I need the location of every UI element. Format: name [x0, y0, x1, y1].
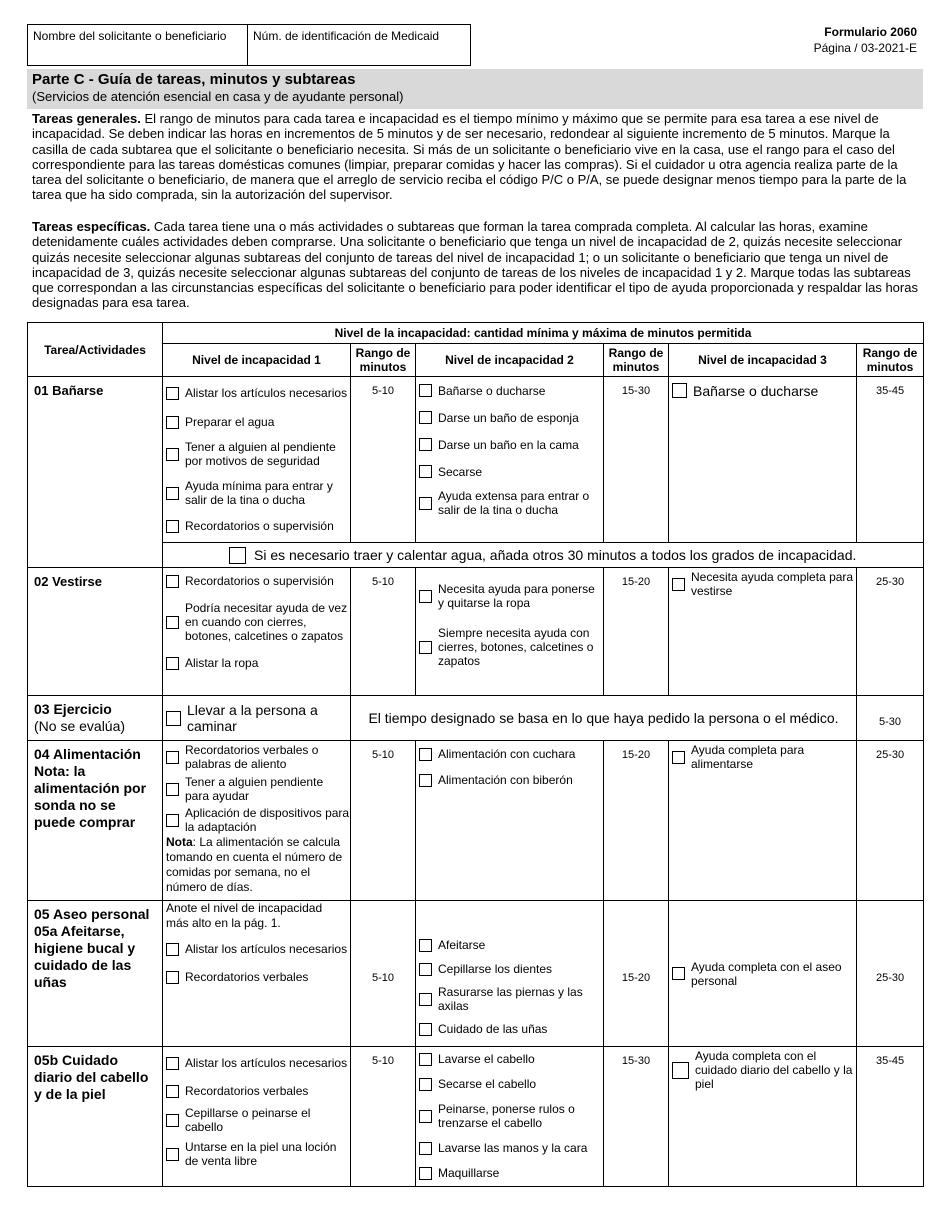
list-item: Lavarse el cabello: [419, 1047, 603, 1071]
dress-range2: 15-20: [604, 568, 669, 696]
checkbox[interactable]: [419, 993, 432, 1006]
range2-header: Rango de minutos: [604, 344, 669, 377]
hair-range1: 5-10: [351, 1047, 416, 1187]
groom-level3: [669, 901, 857, 1047]
checkbox[interactable]: [672, 383, 687, 398]
task-hair-skin: 05b Cuidado diario del cabello y de la piel: [28, 1047, 163, 1187]
bath-level1: [163, 377, 351, 543]
checkbox[interactable]: [166, 387, 179, 400]
part-subtitle: (Servicios de atención esencial en casa y de ayudante personal): [32, 89, 404, 104]
feeding-level2: [416, 741, 604, 901]
checkbox[interactable]: [419, 641, 432, 654]
groom-range1: 5-10: [351, 901, 416, 1047]
checkbox[interactable]: [166, 1057, 179, 1070]
list-item: Tener a alguien pendiente para ayudar: [166, 773, 350, 805]
hair-level3: [669, 1047, 857, 1187]
groom-range2: 15-20: [604, 901, 669, 1047]
list-item: Rasurarse las piernas y las axilas: [419, 981, 603, 1017]
applicant-name-label: Nombre del solicitante o beneficiario: [33, 29, 227, 43]
list-item: Ayuda mínima para entrar y salir de la tina o ducha: [166, 473, 350, 513]
list-item: Alistar la ropa: [166, 650, 350, 676]
hair-level2: [416, 1047, 604, 1187]
checkbox[interactable]: [419, 748, 432, 761]
list-item: Untarse en la piel una loción de venta libre: [166, 1137, 350, 1171]
hair-range3: 35-45: [857, 1047, 924, 1187]
groom-range3: 25-30: [857, 901, 924, 1047]
checkbox[interactable]: [419, 465, 432, 478]
checkbox[interactable]: [166, 751, 179, 764]
dress-level1: [163, 568, 351, 696]
groom-intro: Anote el nivel de incapacidad más alto en la pág. 1.: [166, 901, 323, 930]
list-item: Alistar los artículos necesarios: [166, 377, 350, 409]
list-item: Maquillarse: [419, 1161, 603, 1185]
task-exercise: 03 Ejercicio (No se evalúa): [28, 696, 163, 741]
range3-header: Rango de minutos: [857, 344, 924, 377]
level1-header: Nivel de incapacidad 1: [163, 344, 351, 377]
part-header: [27, 69, 923, 109]
exercise-range: 5-30: [857, 696, 924, 741]
list-item: Podría necesitar ayuda de vez en cuando con cierres, botones, calcetines o zapatos: [166, 594, 350, 650]
checkbox[interactable]: [672, 1062, 689, 1079]
list-item: Alistar los artículos necesarios: [166, 933, 350, 965]
list-item: Lavarse las manos y la cara: [419, 1135, 603, 1161]
checkbox[interactable]: [166, 657, 179, 670]
dress-level3: [669, 568, 857, 696]
task-dressing: 02 Vestirse: [28, 568, 163, 696]
groom-level2: [416, 901, 604, 1047]
level3-header: Nivel de incapacidad 3: [669, 344, 857, 377]
list-item: Cepillarse los dientes: [419, 957, 603, 981]
list-item: Secarse el cabello: [419, 1071, 603, 1097]
list-item: Recordatorios verbales: [166, 1079, 350, 1103]
checkbox[interactable]: [419, 939, 432, 952]
exercise-subtitle: (No se evalúa): [34, 718, 126, 734]
checkbox[interactable]: [419, 497, 432, 510]
specific-tasks-label: Tareas específicas.: [32, 219, 151, 234]
feeding-range3: 25-30: [857, 741, 924, 901]
checkbox[interactable]: [166, 783, 179, 796]
checkbox[interactable]: [419, 774, 432, 787]
list-item: Darse un baño de esponja: [419, 404, 603, 431]
page-label: Página / 03-2021-E: [813, 41, 917, 55]
dress-range1: 5-10: [351, 568, 416, 696]
checkbox[interactable]: [166, 1085, 179, 1098]
level2-header: Nivel de incapacidad 2: [416, 344, 604, 377]
list-item: Preparar el agua: [166, 409, 350, 435]
checkbox[interactable]: [166, 575, 179, 588]
dress-level2: [416, 568, 604, 696]
bath-range1: 5-10: [351, 377, 416, 543]
list-item: Ayuda extensa para entrar o salir de la tina o ducha: [419, 485, 603, 521]
checkbox[interactable]: [166, 1114, 179, 1127]
part-title: Parte C - Guía de tareas, minutos y subtareas: [32, 71, 356, 88]
checkbox[interactable]: [419, 1053, 432, 1066]
form-id: [814, 24, 917, 56]
exercise-level1: [163, 696, 351, 741]
list-item: Cepillarse o peinarse el cabello: [166, 1103, 350, 1137]
list-item: Aplicación de dispositivos para la adaptación: [166, 805, 350, 835]
checkbox[interactable]: [166, 814, 179, 827]
checkbox[interactable]: [672, 967, 685, 980]
checkbox[interactable]: [419, 384, 432, 397]
task-table: [27, 322, 924, 1187]
checkbox[interactable]: [419, 1142, 432, 1155]
range1-header: Rango de minutos: [351, 344, 416, 377]
form-number: Formulario 2060: [824, 25, 917, 39]
checkbox[interactable]: [419, 1078, 432, 1091]
list-item: Ayuda completa con el aseo personal: [672, 958, 856, 990]
specific-tasks-text: Cada tarea tiene una o más actividades o subtareas que forman la tarea comprada completa. Al calcular las horas, examine detenidamente cuáles actividades deben comprarse. Una solicitante o beneficiario que tenga un nivel de incapacidad de 2, quizás necesite seleccionar quizás necesite seleccionar algunas subtareas del conjunto de tareas del nivel de incapacidad 1; o un solicitante o beneficiario que tenga un nivel de incapacidad de 3, quizás necesite seleccionar algunas subtareas del conjunto de tareas de los niveles de incapacidad 1 y 2. Marque todas las subtareas que correspondan a las circunstancias específicas del solicitante o beneficiario para poder identificar el tipo de ayuda proporcionada y respaldar las horas designadas para esa tarea.: [32, 219, 918, 311]
checkbox[interactable]: [419, 963, 432, 976]
task-column-header: Tarea/Actividades: [28, 323, 163, 377]
list-item: Secarse: [419, 458, 603, 485]
list-item: Afeitarse: [419, 933, 603, 957]
list-item: Bañarse o ducharse: [419, 377, 603, 404]
list-item: Recordatorios o supervisión: [166, 513, 350, 539]
list-item: Recordatorios verbales o palabras de aliento: [166, 741, 350, 773]
list-item: Recordatorios o supervisión: [166, 568, 350, 594]
task-grooming: 05 Aseo personal 05a Afeitarse, higiene bucal y cuidado de las uñas: [28, 901, 163, 1047]
medicaid-id-field[interactable]: [248, 25, 444, 65]
checkbox[interactable]: [419, 1023, 432, 1036]
list-item: Bañarse o ducharse: [672, 377, 856, 404]
checkbox[interactable]: [419, 411, 432, 424]
checkbox[interactable]: [166, 971, 179, 984]
checkbox[interactable]: [166, 711, 181, 726]
checkbox[interactable]: [166, 943, 179, 956]
list-item: Llevar a la persona a caminar: [166, 702, 350, 734]
checkbox[interactable]: [166, 520, 179, 533]
feeding-level1: [163, 741, 351, 901]
general-tasks-label: Tareas generales.: [32, 111, 141, 126]
list-item: Ayuda completa con el cuidado diario del cabello y la piel: [672, 1047, 856, 1093]
checkbox[interactable]: [672, 578, 685, 591]
list-item: Alimentación con biberón: [419, 767, 603, 793]
hair-range2: 15-30: [604, 1047, 669, 1187]
general-tasks-text: El rango de minutos para cada tarea e incapacidad es el tiempo mínimo y máximo que se permite para esa tarea a ese nivel de incapacidad. Se deben indicar las horas en incrementos de 5 minutos y de ser necesario, redondear al siguiente incremento de 5 minutos. Marque la casilla de cada subtarea que el solicitante o beneficiario necesita. Si más de un solicitante o beneficiario vive en la casa, use el rango para el caso del correspondiente para las tareas domésticas comunes (limpiar, preparar comidas y hacer las compras). Si el cuidador u otra agencia realiza parte de la tarea del solicitante o beneficiario, de manera que el arreglo de servicio reciba el código P/C o P/A, se puede designar menos tiempo para la parte de la tarea que ha sido comprada, sin la autorización del supervisor.: [32, 111, 907, 203]
checkbox[interactable]: [672, 751, 685, 764]
checkbox[interactable]: [419, 1167, 432, 1180]
task-bathing: 01 Bañarse: [28, 377, 163, 568]
feeding-range1: 5-10: [351, 741, 416, 901]
level-header: Nivel de la incapacidad: cantidad mínima y máxima de minutos permitida: [163, 323, 924, 344]
checkbox[interactable]: [419, 1110, 432, 1123]
list-item: Necesita ayuda para ponerse y quitarse la ropa: [419, 578, 603, 614]
task-feeding: 04 Alimentación Nota: la alimentación por sonda no se puede comprar: [28, 741, 163, 901]
list-item: Ayuda completa para alimentarse: [672, 741, 856, 773]
checkbox[interactable]: [166, 1148, 179, 1161]
list-item: Siempre necesita ayuda con cierres, botones, calcetines o zapatos: [419, 622, 603, 672]
checkbox[interactable]: [229, 547, 246, 564]
checkbox[interactable]: [166, 448, 179, 461]
checkbox[interactable]: [166, 487, 179, 500]
groom-level1: [163, 901, 351, 1047]
hair-level1: [163, 1047, 351, 1187]
dress-range3: 25-30: [857, 568, 924, 696]
list-item: Tener a alguien al pendiente por motivos de seguridad: [166, 435, 350, 473]
list-item: Darse un baño en la cama: [419, 431, 603, 458]
feeding-level3: [669, 741, 857, 901]
list-item: Necesita ayuda completa para vestirse: [672, 568, 856, 600]
feeding-range2: 15-20: [604, 741, 669, 901]
bath-water-note: Si es necesario traer y calentar agua, añada otros 30 minutos a todos los grados de incapacidad.: [163, 543, 924, 568]
bath-level3: [669, 377, 857, 543]
checkbox[interactable]: [166, 416, 179, 429]
bath-range2: 15-30: [604, 377, 669, 543]
list-item: Alistar los artículos necesarios: [166, 1047, 350, 1079]
list-item: Cuidado de las uñas: [419, 1017, 603, 1041]
feeding-note: Nota: La alimentación se calcula tomando en cuenta el número de comidas por semana, no el número de días.: [166, 835, 343, 894]
exercise-note: El tiempo designado se basa en lo que haya pedido la persona o el médico.: [351, 696, 857, 741]
medicaid-id-label: Núm. de identificación de Medicaid: [253, 29, 440, 43]
list-item: Alimentación con cuchara: [419, 741, 603, 767]
list-item: Recordatorios verbales: [166, 965, 350, 989]
bath-range3: 35-45: [857, 377, 924, 543]
checkbox[interactable]: [419, 590, 432, 603]
header-fields: [27, 24, 471, 66]
list-item: Peinarse, ponerse rulos o trenzarse el cabello: [419, 1097, 603, 1135]
checkbox[interactable]: [419, 438, 432, 451]
checkbox[interactable]: [166, 616, 179, 629]
applicant-name-field[interactable]: [28, 25, 248, 65]
general-tasks-paragraph: [32, 111, 922, 203]
specific-tasks-paragraph: [32, 219, 922, 311]
bath-level2: [416, 377, 604, 543]
